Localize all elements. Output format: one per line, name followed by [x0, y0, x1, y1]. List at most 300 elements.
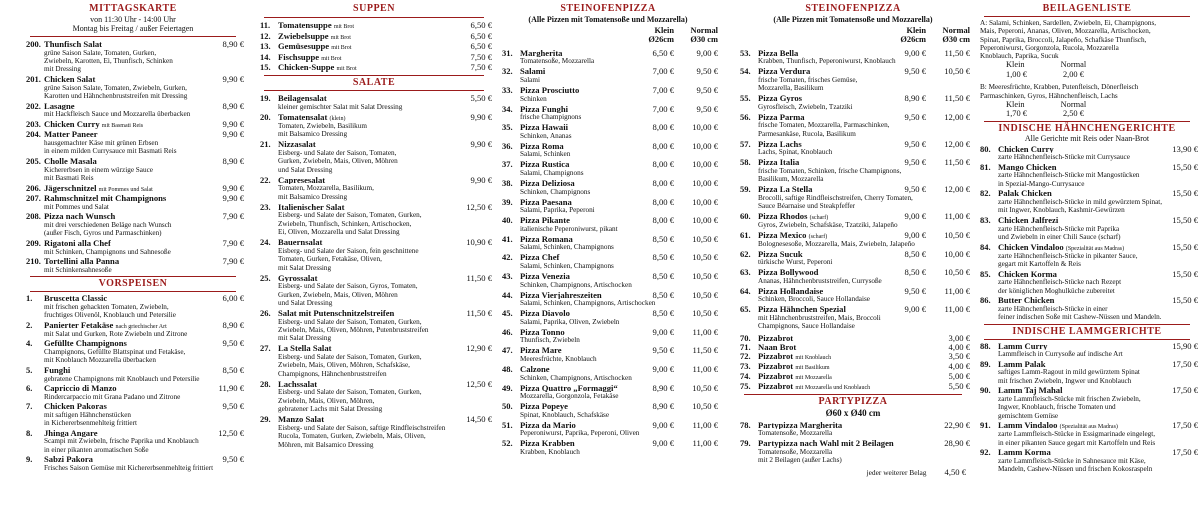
item-name [998, 163, 1168, 172]
menu-item-row [502, 346, 718, 355]
item-number: 74. [740, 371, 751, 382]
item-price-normal: 11,00 € [692, 326, 718, 337]
item-extra: mit Basmati Reis [101, 123, 144, 130]
item-number: 209. [26, 238, 41, 249]
size-diameter-2: Ø26cm Ø30 cm [900, 35, 970, 45]
extra-topping-price: 4,50 € [944, 466, 966, 477]
item-description: Salami [520, 76, 540, 84]
item-number: 22. [260, 174, 271, 185]
menu-item-row [502, 402, 718, 411]
menu-item-row [502, 216, 718, 225]
item-price: 15,50 € [1172, 268, 1198, 279]
item-name [520, 142, 630, 151]
item-price-normal: 9,50 € [696, 66, 718, 77]
item-description: Krabben, Thunfisch, Peperoniwurst, Knoblauch [758, 57, 896, 66]
item-price-klein: 8,50 € [904, 267, 926, 278]
menu-item [256, 94, 492, 111]
item-number: 32. [502, 66, 513, 77]
menu-item [736, 287, 970, 304]
item-price-normal: 10,00 € [692, 140, 718, 151]
item-number: 41. [502, 233, 513, 244]
item-price: 12,50 € [466, 378, 492, 389]
item-description: Gyrosfleisch, Zwiebeln, Tzatziki [758, 102, 853, 111]
menu-item [22, 257, 244, 274]
item-description: Rindercarpaccio mit Grana Padano und Zitrone [44, 392, 181, 401]
item-price-klein: 9,00 € [904, 47, 926, 58]
item-description: Lachs, Spinat, Knoblauch [758, 148, 833, 157]
item-name-text: Lamm Taj Mahal [998, 386, 1063, 396]
menu-item [22, 130, 244, 155]
item-number: 24. [260, 237, 271, 248]
item-description: frische Champignons [520, 113, 582, 122]
item-price: 11,50 € [466, 308, 492, 318]
menu-item-row [502, 86, 718, 95]
item-extra: mit Brot [333, 24, 354, 30]
item-description: Tomatensoße, Mozzarella [520, 57, 595, 66]
item-name-text: Cholle Masala [44, 157, 97, 166]
menu-item [736, 352, 970, 361]
item-description: Champignons, Hähnchenbruststreifen [278, 369, 387, 378]
item-name-text: Calzone [520, 364, 550, 374]
item-extra: (Spezialität aus Madras) [1065, 245, 1125, 252]
item-extra: mit Brot [331, 45, 352, 52]
item-description: mit frischen Zwiebeln, Ingwer und Knoblauch [998, 376, 1132, 385]
item-price-klein: 9,00 € [652, 363, 674, 374]
item-name [758, 67, 882, 76]
item-price-normal: 10,50 € [692, 233, 718, 244]
item-price-klein: 8,90 € [904, 93, 926, 104]
item-price-klein: 8,50 € [652, 289, 674, 300]
item-price: 6,50 € [470, 41, 492, 52]
menu-item [498, 86, 718, 103]
item-extra: mit Mozzarella und Knoblauch [795, 384, 871, 391]
item-number: 58. [740, 157, 751, 168]
item-description: frische Tomaten, Mozzarella, Parmaschinken, [758, 121, 890, 130]
menu-item-row [980, 189, 1198, 198]
item-price: 3,00 € [948, 332, 970, 343]
item-number: 88. [980, 340, 991, 351]
menu-item-row [980, 421, 1198, 430]
item-price-klein: 7,00 € [652, 66, 674, 77]
item-price-klein: 9,50 € [904, 285, 926, 296]
item-price: 9,90 € [470, 111, 492, 122]
item-price-klein: 6,50 € [652, 47, 674, 58]
item-number: 14. [260, 51, 271, 62]
item-price-normal: 11,00 € [692, 363, 718, 374]
item-price: 9,90 € [222, 119, 244, 130]
lunch-items-list [22, 40, 244, 274]
item-description: Brocolli, saftige Rindfleischstreifen, Cherry Tomaten, [758, 193, 913, 202]
item-name [44, 429, 214, 438]
item-description: zarte Lammfleisch-Stücke in Sahnesauce mit Käse, [998, 457, 1146, 466]
menu-item-row [502, 49, 718, 58]
menu-item [256, 176, 492, 201]
item-description: in Spezial-Mango-Currysauce [998, 179, 1085, 188]
menu-item-row [502, 272, 718, 281]
item-number: 57. [740, 138, 751, 149]
item-name-text: Pizza Mare [520, 346, 562, 355]
menu-item [498, 179, 718, 196]
item-name-text: Capriccio di Manzo [44, 384, 117, 393]
item-price-normal: 10,00 € [944, 248, 970, 259]
item-number: 49. [502, 382, 513, 393]
item-number: 47. [502, 345, 513, 356]
item-description: zarte Hähnchenfleisch-Stücke mit Currysauce [998, 153, 1130, 162]
item-price: 15,50 € [1172, 241, 1198, 252]
item-description: Rucola, Tomaten, Gurken, Zwiebeln, Mais, Oliven, [278, 432, 426, 441]
item-price-klein: 8,00 € [652, 140, 674, 151]
item-description: Eisberg- und Salate der Saison, Tomaten, Gurken, [278, 388, 422, 397]
item-description: Meeresfrüchte, Knoblauch [520, 354, 597, 363]
item-price: 9,50 € [222, 454, 244, 465]
item-name [998, 342, 1168, 351]
item-name-text: Pizza Popeye [520, 402, 568, 411]
menu-item [256, 63, 492, 72]
item-number: 5. [26, 364, 33, 375]
item-description: Eisberg- und Salate der Saison, fein geschnittene [278, 246, 419, 255]
item-description: mit Schinken, Champignons und Sahnesoße [44, 247, 171, 256]
item-name [520, 346, 630, 355]
item-number: 91. [980, 420, 991, 431]
item-name [44, 339, 219, 348]
menu-item-row [980, 342, 1198, 351]
item-name-text: Pizza Tonno [520, 327, 565, 337]
menu-item-row [740, 250, 970, 259]
item-description: Basilikum, Mozzarella [758, 175, 824, 184]
extra-topping-label: jeder weiterer Belag [866, 467, 927, 477]
item-price-klein: 8,90 € [652, 401, 674, 412]
item-price-normal: 11,50 € [944, 47, 970, 58]
item-price: 15,50 € [1172, 188, 1198, 199]
item-name-text: Pizza Diavolo [520, 309, 570, 318]
haehnchen-note: Alle Gerichte mit Reis oder Naan-Brot [1024, 133, 1150, 143]
item-number: 6. [26, 383, 33, 393]
item-name [520, 216, 630, 225]
item-description: Eisberg- und Salate der Saison, Gyros, Tomaten, [278, 282, 418, 291]
item-price: 9,90 € [222, 129, 244, 140]
item-name [278, 380, 462, 389]
item-number: 84. [980, 241, 991, 252]
item-description: Lammfleisch in Currysoße auf indische Art [998, 350, 1123, 359]
item-name-text: Pizza Rhodos [758, 211, 808, 221]
menu-item-row [740, 372, 970, 381]
menu-item [736, 334, 970, 343]
item-name-text: Pizza Funghi [520, 104, 568, 114]
item-name-text: Bauernsalat [278, 238, 323, 247]
item-description: Tomaten, Gurken, Fetakäse, Oliven, [278, 255, 382, 264]
item-description: Schinken [520, 94, 547, 103]
item-price-klein: 9,50 € [904, 111, 926, 122]
menu-item [498, 235, 718, 252]
item-description: Peperoniwurst, Paprika, Peperoni, Oliven [520, 429, 640, 438]
item-name-text: Sabzi Pakora [44, 455, 93, 464]
menu-item-row [260, 63, 492, 72]
item-name-text: Funghi [44, 365, 71, 375]
item-number: 13. [260, 41, 271, 52]
item-price: 6,50 € [470, 30, 492, 41]
item-name [758, 268, 882, 277]
item-name-text: Chicken Pakoras [44, 402, 107, 411]
item-name-text: Italienischer Salat [278, 202, 345, 212]
menu-item-row [740, 305, 970, 314]
item-name [44, 366, 219, 375]
item-number: 54. [740, 66, 751, 77]
menu-item [498, 160, 718, 177]
item-price-klein: 9,00 € [904, 304, 926, 315]
item-number: 23. [260, 201, 271, 212]
menu-item-row [26, 184, 244, 193]
item-description: Champignons, Sauce Hollandaise [758, 322, 855, 331]
item-name-text: Gefüllte Champignons [44, 339, 127, 348]
item-name [520, 402, 630, 411]
item-description: mit Salat und Gurken, Rote Zwiebeln und Zitrone [44, 329, 188, 338]
item-description: Gyros, Zwiebeln, Schafskäse, Tzatziki, Jalapeño [758, 220, 898, 229]
item-name-text: Chicken Curry [44, 120, 100, 130]
item-price: 7,90 € [222, 256, 244, 267]
item-description: Zwiebeln, Mais, Oliven, Möhren, [278, 396, 375, 405]
menu-item [736, 231, 970, 248]
item-price: 8,90 € [222, 39, 244, 49]
menu-item [976, 448, 1198, 473]
menu-item-row [260, 274, 492, 283]
item-name [998, 216, 1168, 225]
item-description: mit Dressing [44, 65, 81, 74]
item-price-normal: 12,00 € [944, 138, 970, 149]
item-description: Spinat, Knoblauch, Schafskäse [520, 410, 610, 419]
item-name-text: La Stella Salat [278, 344, 332, 353]
item-number: 62. [740, 248, 751, 259]
item-description: Tomatensoße, Mozzarella [758, 447, 833, 456]
item-name-text: Pizza Quattro „Formaggi“ [520, 383, 618, 393]
item-price-normal: 9,50 € [696, 85, 718, 95]
item-name-text: Manzo Salat [278, 415, 325, 424]
item-description: italienische Peperoniwurst, pikant [520, 224, 618, 233]
item-name-text: Margherita [520, 48, 563, 58]
menu-item [736, 305, 970, 330]
item-number: 7. [26, 401, 33, 412]
item-number: 81. [980, 161, 991, 172]
menu-item [498, 328, 718, 345]
item-price-normal: 10,50 € [692, 252, 718, 263]
pizza-list-2 [736, 49, 970, 331]
menu-item [22, 384, 244, 401]
item-number: 38. [502, 177, 513, 188]
item-name-text: Gyrossalat [278, 273, 318, 283]
item-number: 28. [260, 378, 271, 389]
item-price: 17,50 € [1172, 385, 1198, 396]
item-name-text: Lamm Palak [998, 359, 1046, 369]
item-name [758, 94, 882, 103]
item-price-normal: 11,50 € [944, 157, 970, 168]
menu-item-row [740, 268, 970, 277]
item-number: 27. [260, 343, 271, 354]
menu-item-row [502, 67, 718, 76]
item-name-text: Jägerschnitzel [44, 183, 97, 193]
item-name-text: Chicken Curry [998, 144, 1054, 154]
item-name-text: Bruscetta Classic [44, 294, 108, 303]
item-name [278, 309, 463, 318]
menu-item [498, 67, 718, 84]
menu-item-row [502, 384, 718, 393]
menu-item-row [502, 253, 718, 262]
item-description: Schinken, Broccoli, Sauce Hollandaise [758, 295, 870, 304]
menu-item [976, 342, 1198, 359]
item-description: Ingwer, Knoblauch, frische Tomaten und [998, 403, 1116, 412]
partypizza-list [736, 421, 970, 465]
item-name-text: Pizza Bella [758, 48, 799, 58]
item-number: 44. [502, 289, 513, 300]
item-name-text: Tortellini alla Panna [44, 257, 120, 266]
item-number: 60. [740, 210, 751, 221]
menu-item-row [740, 113, 970, 122]
menu-item-row [502, 142, 718, 151]
item-name-text: Pizza Krabben [520, 439, 575, 448]
item-price-normal: 10,00 € [692, 159, 718, 170]
menu-item [498, 49, 718, 66]
menu-item-row [26, 239, 244, 248]
item-price-klein: 9,00 € [652, 419, 674, 430]
item-description: Ei, Oliven, Mozzarella und Salat Dressing [278, 228, 400, 237]
item-number: 25. [260, 272, 271, 283]
item-description: Tomaten, Zwiebeln, Basilikum [278, 121, 367, 130]
menu-item-row [26, 102, 244, 111]
item-price-normal: 11,00 € [944, 304, 970, 315]
menu-item [976, 189, 1198, 214]
item-name [278, 140, 467, 149]
menu-item-row [740, 231, 970, 240]
item-description: der königlichen Moghulküche zubereitet [998, 286, 1115, 295]
item-number: 8. [26, 427, 33, 438]
item-price-klein: 7,00 € [652, 103, 674, 114]
item-description: mit Hähnchenbruststreifen, Mais, Broccoli [758, 313, 881, 322]
item-description: Gurken, Zwiebeln, Mais, Oliven, Möhren [278, 290, 398, 299]
menu-item [22, 194, 244, 211]
item-number: 202. [26, 100, 41, 111]
item-name [44, 212, 219, 221]
section-title-partypizza: PARTYPIZZA [818, 395, 888, 407]
item-name-text: Thunfisch Salat [44, 40, 103, 49]
item-name-text: Jhinga Angare [44, 428, 98, 438]
item-name [278, 344, 462, 353]
item-price-klein: 8,00 € [652, 177, 674, 188]
item-number: 71. [740, 342, 751, 353]
item-description: in einer pikanten Sauce gegart mit Kartoffeln und Reis [998, 438, 1156, 447]
item-number: 34. [502, 103, 513, 114]
item-extra: (klein) [329, 115, 346, 122]
item-name [44, 239, 219, 248]
item-name [758, 158, 882, 167]
item-name-text: Pizza Deliziosa [520, 178, 575, 188]
menu-item-row [260, 113, 492, 122]
item-name [44, 130, 219, 139]
divider [264, 17, 484, 18]
item-description: grüne Saison Salate, Tomaten, Gurken, [44, 48, 157, 57]
item-price-klein: 8,50 € [652, 233, 674, 244]
menu-item-row [740, 49, 970, 58]
item-name [44, 184, 219, 193]
section-title-beilagenliste: BEILAGENLISTE [1042, 3, 1132, 14]
item-number: 26. [260, 308, 271, 318]
item-description: mit Salat Dressing [278, 263, 332, 272]
item-number: 50. [502, 401, 513, 412]
item-price-klein: 8,50 € [904, 248, 926, 259]
size-header: Klein Normal [654, 26, 718, 35]
item-description: fruchtiges Olivenöl, Knoblauch und Petersilie [44, 311, 176, 320]
item-price: 6,50 € [470, 20, 492, 30]
menu-item [498, 402, 718, 419]
item-price-normal: 9,50 € [696, 103, 718, 114]
item-price-normal: 10,50 € [692, 308, 718, 319]
item-description: mit 2 Beilagen (außer Lachs) [758, 456, 842, 465]
item-price: 15,90 € [1172, 340, 1198, 351]
item-name [998, 360, 1168, 369]
menu-item-row [740, 140, 970, 149]
item-description: saftiges Lamm-Ragout in mild gewürztem Spinat [998, 368, 1140, 377]
item-name [758, 334, 945, 343]
menu-item-row [502, 198, 718, 207]
item-description: und Salat Dressing [278, 299, 333, 307]
item-name-text: Pizza Chef [520, 253, 560, 262]
item-name [44, 120, 219, 129]
item-price-klein: 8,00 € [652, 159, 674, 170]
menu-item [22, 294, 244, 319]
divider [984, 339, 1190, 340]
item-number: 33. [502, 85, 513, 95]
item-price: 17,50 € [1172, 358, 1198, 369]
column-steinofenpizza-1 [498, 0, 718, 526]
menu-item-row [260, 203, 492, 212]
item-price: 8,50 € [222, 364, 244, 375]
column-beilagen-indisch [976, 0, 1198, 526]
item-price: 8,90 € [222, 100, 244, 111]
menu-item-row [740, 287, 970, 296]
menu-item-row [260, 53, 492, 62]
item-name-text: Pizza Verdura [758, 67, 811, 76]
item-name [278, 203, 462, 212]
item-name-text: Chicken-Suppe [278, 63, 335, 73]
menu-item [498, 439, 718, 456]
item-name-text: Tomatensuppe [278, 21, 332, 30]
item-price-klein: 7,00 € [652, 85, 674, 95]
item-name [998, 189, 1168, 198]
lamb-dishes-list [976, 342, 1198, 474]
item-number: 200. [26, 39, 41, 49]
item-number: 59. [740, 184, 751, 195]
item-name-text: Pizza Venezia [520, 271, 570, 281]
item-number: 75. [740, 380, 751, 391]
menu-item-row [502, 421, 718, 430]
item-number: 203. [26, 119, 41, 130]
item-name [520, 439, 630, 448]
item-name-text: Pizzabrot [758, 381, 794, 391]
item-description: Scampi mit Zwiebeln, frische Paprika und Knoblauch [44, 437, 199, 446]
menu-item-row [980, 216, 1198, 225]
item-extra: mit Mozzarella [795, 375, 832, 382]
divider [984, 16, 1190, 17]
item-name-text: Pizzabrot [758, 372, 794, 382]
beilagen-a-prices: 1,00 € 2,00 € [1006, 69, 1084, 79]
menu-item [976, 216, 1198, 241]
item-name [44, 294, 219, 303]
item-name-text: Pizzabrot [758, 333, 794, 343]
divider [264, 75, 484, 76]
item-number: 45. [502, 308, 513, 319]
item-price: 28,90 € [944, 438, 970, 449]
item-number: 2. [26, 319, 33, 330]
item-name [278, 21, 467, 30]
menu-item-row [980, 145, 1198, 154]
menu-item-row [26, 157, 244, 166]
